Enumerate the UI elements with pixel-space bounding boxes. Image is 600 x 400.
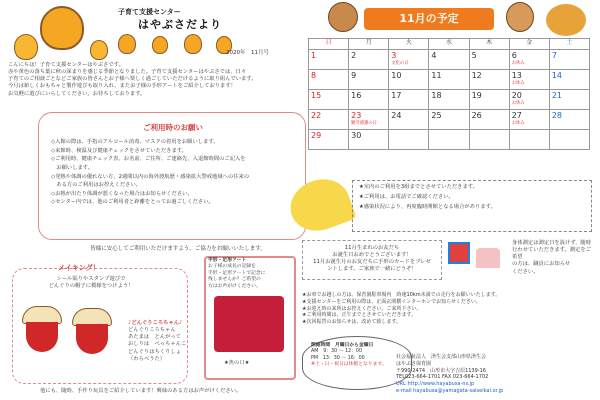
birthday-line: お誕生日おめでとうございます！	[332, 252, 412, 259]
parking-notes	[302, 292, 592, 328]
calendar-day-number: 1	[311, 51, 317, 60]
weekday-header: 木	[469, 39, 509, 50]
acorn-craft-icon	[22, 306, 62, 352]
calendar-day-number: 21	[551, 91, 563, 100]
org-name2: はやぶさ保育園	[396, 360, 432, 367]
calendar-day-number: 4	[431, 51, 437, 60]
calendar-day-number: 5	[471, 51, 477, 60]
birthday-box	[302, 240, 442, 280]
calendar-day	[549, 70, 589, 90]
weekday-header: 土	[549, 39, 589, 50]
calendar-day	[509, 90, 549, 110]
weekday-header: 月	[349, 39, 389, 50]
hours-pm: PM 13：30 ～ 16：00	[311, 355, 365, 361]
calendar-day	[349, 90, 389, 110]
calendar-day	[509, 50, 549, 70]
calendar-day-number: 18	[431, 91, 442, 100]
org-tel: TEL023-664-1701 FAX 023-664-1702	[396, 374, 489, 381]
calendar-week	[309, 110, 590, 130]
calendar-day-number: 20	[511, 91, 522, 100]
hours-am: AM 9：30 ～ 12：00	[311, 349, 363, 355]
calendar-day-number: 27	[511, 111, 522, 120]
greeting-line: 子育てのご相談ごとなどご家族の皆さんとお子様へ楽しく過ごしていただけるように取り組んでいます。	[8, 76, 257, 83]
birthday-line: ントします。ご家族で一緒にどうぞ！	[327, 266, 417, 273]
info-box	[352, 180, 592, 232]
notice-item: ◇発熱や体調の優れない方、2週間以内の海外渡航歴・感染拡大警戒地域への往来の	[51, 173, 250, 180]
calendar-table	[308, 38, 590, 150]
handprint-line: 残しませんか？ご希望の	[208, 277, 261, 283]
organization-info	[396, 354, 596, 395]
notice-item: ◇お熱が出たり体調が悪くなった場合はお知らせください。	[51, 190, 193, 197]
greeting-line: お気軽に遊びにいらしてください。お待ちしております。	[8, 90, 146, 97]
header-subtitle: 子育て支援センター	[118, 8, 181, 16]
measure-line: 身体測定は測定日を設けず、随時	[512, 240, 592, 246]
calendar-day-number: 17	[391, 91, 402, 100]
weekday-header: 水	[429, 39, 469, 50]
birthday-line: 11月生まれのお友だち	[344, 245, 400, 251]
calendar-day-number: 8	[311, 71, 317, 80]
calendar-day	[509, 130, 549, 150]
calendar-day-number: 19	[471, 91, 482, 100]
acorn-icon	[118, 34, 136, 54]
calendar-day-number: 6	[511, 51, 517, 60]
gift-icon	[448, 242, 470, 264]
calendar-day-number: 15	[311, 91, 322, 100]
calendar-day-number: 2	[351, 51, 357, 60]
making-line: どんぐりの帽子に模様をつけよう！	[48, 283, 134, 290]
calendar-day	[429, 130, 469, 150]
song-line: どんぐりころちゃん	[128, 327, 176, 334]
calendar-day	[429, 70, 469, 90]
weekday-header: 日	[309, 39, 349, 50]
acorn-icon	[152, 36, 168, 54]
parking-line: ★お車でお越しの方は、保育園駐車場内 時速10km未満での走行をお願いいたします。	[302, 292, 501, 298]
calendar-day	[389, 130, 429, 150]
measure-line: 行わせていただきます。測定をご希望	[512, 247, 592, 261]
measure-line: ください。	[512, 268, 539, 275]
song-line: あたまは とんがって	[128, 334, 181, 341]
handprint-line: お子様の成長の記録を	[208, 264, 256, 270]
calendar-day	[349, 130, 389, 150]
calendar-day	[469, 90, 509, 110]
owl-illustration	[506, 2, 534, 32]
calendar-day-number: 28	[551, 111, 563, 120]
calendar-day-note: お休み	[511, 120, 525, 126]
calendar-day	[469, 110, 509, 130]
notice-list	[51, 139, 299, 208]
calendar-day	[349, 50, 389, 70]
parking-line: ★支援センターをご利用の際は、正面玄関横インターホンでお知らせください。	[302, 298, 481, 305]
birthday-line: 11月お誕生月のお友だちに手形のカードをプレゼ	[313, 259, 431, 266]
calendar-day-number: 25	[431, 111, 442, 120]
song-title: ♪どんぐりころちゃん♪	[128, 320, 183, 326]
acorn-icon	[184, 34, 202, 54]
calendar-day-number: 29	[311, 131, 322, 140]
greeting-line: 赤や黄色の落ち葉に秋の深まりを感じる季節となりました。子育て支援センターはやぶさでは、日々	[8, 69, 247, 76]
calendar-day	[389, 110, 429, 130]
calendar-day-note: お休み	[511, 100, 525, 106]
bottom-note: 他にも、随時、手作り玩具をご紹介しています！興味のある方はお声がけください。	[40, 388, 242, 394]
handprint-caption: ★魚の口★	[224, 360, 250, 366]
calendar-week	[309, 90, 590, 110]
header-illustration	[10, 4, 110, 64]
bear-illustration	[328, 2, 358, 32]
issue-date: 2020年 11月号	[226, 50, 269, 56]
calendar-day-number: 10	[391, 71, 402, 80]
info-line: ★ご利用は、お電話でご確認ください。	[359, 194, 454, 201]
notice-item: ◇ご利用時、健康チェック表、お名前、ご住所、ご連絡先、入退館時間のご記入を	[51, 156, 246, 163]
greeting-line: こんにちは！子育て支援センターはやぶさです。	[8, 62, 124, 68]
calendar-week	[309, 70, 590, 90]
calendar-day-number: 16	[351, 91, 362, 100]
handprint-line: 手形・足形アートで記念に	[208, 270, 266, 276]
calendar-day	[429, 50, 469, 70]
calendar-day	[549, 90, 589, 110]
weekday-header: 金	[509, 39, 549, 50]
cake-icon	[476, 248, 500, 268]
info-line: ★室内のご利用を3組までとさせていただきます。	[359, 184, 478, 190]
calendar-day-number: 11	[431, 71, 442, 80]
notice-footer: 皆様に安心してご利用いただけますよう、ご協力をお願いいたします。	[90, 246, 266, 252]
calendar-day	[309, 130, 349, 150]
parking-line: ★お迎え時の来所はお控えください。ご来所下さい。	[302, 305, 422, 312]
parking-line: ★次回振替のお知らせは、改めて致します。	[302, 319, 401, 325]
notice-item: ◇入館の際は、手指のアルコール消毒、マスクの着用をお願いします。	[51, 139, 219, 145]
calendar-day	[309, 70, 349, 90]
calendar-day	[469, 50, 509, 70]
calendar-day	[389, 50, 429, 70]
hours-note: ※土・日・祝日は休館となります。	[311, 362, 387, 368]
calendar-day-number: 24	[391, 111, 402, 120]
notice-item: お願いします。	[51, 164, 93, 171]
handprint-line: 方はお声がけください。	[208, 283, 261, 289]
calendar-day	[349, 110, 389, 130]
calendar-day-number: 3	[391, 51, 397, 60]
tree-illustration	[546, 4, 586, 36]
calendar-day-note: お休み	[511, 60, 525, 66]
acorn-icon	[90, 40, 108, 60]
acorns-row	[118, 32, 238, 56]
calendar-day-number: 26	[471, 111, 482, 120]
calendar-day-note: 文化の日	[391, 60, 409, 66]
greeting	[8, 62, 298, 98]
calendar-day	[509, 110, 549, 130]
measure-box	[512, 240, 596, 290]
calendar-day-number: 23	[351, 111, 362, 120]
greeting-line: 今月は新しくおもちゃと製作遊びも取り入れ、またお子様の手形アートをご紹介しております！	[8, 83, 236, 90]
info-line: ★感染状況により、再度臨時開館となる場合があります。	[359, 204, 496, 211]
calendar-day	[429, 90, 469, 110]
calendar-day-note: 勤労感謝の日	[351, 120, 377, 126]
making-line: シール貼りやスタンプ遊びで	[56, 276, 126, 282]
calendar-week	[309, 130, 590, 150]
calendar-day	[309, 110, 349, 130]
weekday-header: 火	[389, 39, 429, 50]
parking-line: ★ご利用時間は、正午までとさせていただきます。	[302, 312, 417, 319]
notice-box	[38, 112, 306, 240]
org-url[interactable]: URL http://www.hayabusa-ns.jp	[396, 381, 475, 387]
page-title: はやぶさだより	[138, 18, 222, 31]
calendar-day	[309, 50, 349, 70]
handprint-title: 手形・足形アート	[208, 258, 247, 263]
calendar-day	[309, 90, 349, 110]
calendar-day-number: 13	[511, 71, 522, 80]
calendar-day	[389, 90, 429, 110]
song-block	[128, 320, 208, 363]
calendar-day	[509, 70, 549, 90]
org-name: 社会福祉法人 済生会支部山形県済生会	[396, 354, 487, 360]
notice-item: ある方のご利用はお控えください。	[51, 182, 142, 189]
org-email[interactable]: e-mail hayabusa@yamagata-saiseikai.or.jp	[396, 387, 504, 394]
org-address: 〒990-2474 山形市大字吉原1139-16	[396, 367, 486, 374]
calendar-day	[549, 50, 589, 70]
making-subtitle	[36, 276, 146, 290]
acorn-icon	[40, 6, 84, 50]
calendar-day-number: 22	[311, 111, 322, 120]
calendar-day	[469, 130, 509, 150]
notice-title: ご利用時のお願い	[143, 123, 203, 132]
calendar-day-number: 14	[551, 71, 563, 80]
measure-line: の方は、職員にお知らせ	[512, 261, 571, 268]
handprint-photo	[214, 296, 284, 352]
calendar-day	[429, 110, 469, 130]
calendar-day-number: 7	[551, 51, 557, 60]
acorn-icon	[14, 34, 38, 60]
notice-item: ◇来館時、検温及び健康チェックをさせていただきます。	[51, 147, 187, 154]
calendar-day-note: お休み	[511, 80, 525, 86]
calendar-day	[349, 70, 389, 90]
acorn-craft-icon	[72, 308, 112, 354]
making-title: メイキング！	[58, 264, 100, 272]
calendar-day	[549, 130, 589, 150]
calendar-title: 11月の予定	[364, 8, 494, 30]
song-line: （わらべうた）	[128, 355, 166, 362]
handprint-art-text	[208, 258, 292, 290]
song-line: おしりは ぺっちゃんこ	[128, 341, 187, 348]
hours-title: 開館時間 月曜日から金曜日	[311, 343, 374, 348]
calendar-day-number: 30	[351, 131, 362, 140]
calendar-day-number: 12	[471, 71, 482, 80]
calendar-day	[549, 110, 589, 130]
calendar-week	[309, 50, 590, 70]
song-line: どんぐりはちくりしょ	[128, 348, 181, 355]
calendar-day	[389, 70, 429, 90]
calendar-day-number: 9	[351, 71, 357, 80]
calendar-day	[469, 70, 509, 90]
notice-item: ◇センター内では、他のご利用者と距離をとってお過ごしください。	[51, 199, 214, 206]
